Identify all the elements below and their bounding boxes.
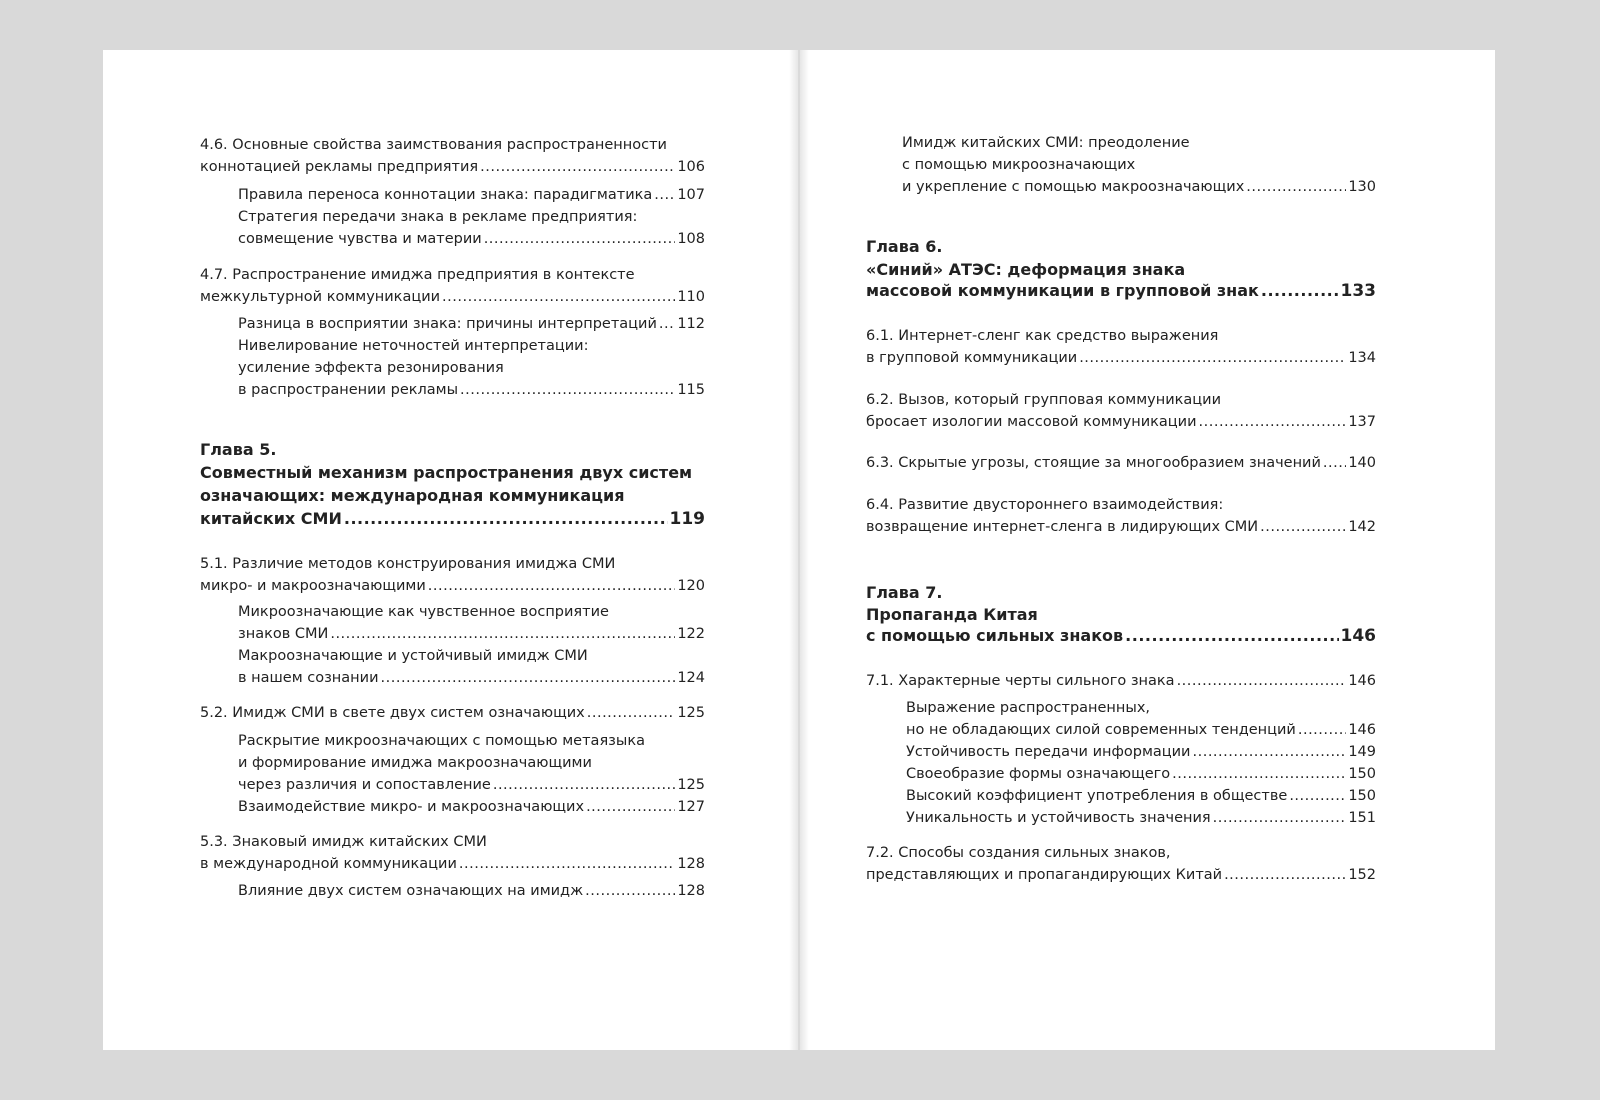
toc-entry-5-3-b-line1: Имидж китайских СМИ: преодоление	[902, 135, 1190, 151]
toc-entry-7-1-d: Высокий коэффициент употребления в обществе ..... 150	[906, 785, 1376, 807]
page-number: 146	[1348, 673, 1376, 689]
toc-entry-7-2-line1: 7.2. Способы создания сильных знаков,	[866, 845, 1171, 861]
toc-entry-5-1-line1: 5.1. Различие методов конструирования имиджа СМИ	[200, 556, 616, 572]
toc-entry-6-2: бросает изологии массовой коммуникации ..... 137	[866, 411, 1376, 433]
page-number: 149	[1348, 744, 1376, 760]
page-number: 125	[677, 705, 705, 721]
toc-entry-6-4-line1: 6.4. Развитие двустороннего взаимодействия:	[866, 497, 1224, 513]
toc-entry-6-1: в групповой коммуникации ..... 134	[866, 347, 1376, 369]
page-number: 120	[677, 578, 705, 594]
page-number: 146	[1348, 722, 1376, 738]
chapter-5-title-line2: означающих: международная коммуникация	[200, 486, 625, 505]
toc-entry-4-7-b-line1: Нивелирование неточностей интерпретации:	[238, 338, 589, 354]
toc-entry-7-1-a-line1: Выражение распространенных,	[906, 700, 1151, 716]
toc-entry-7-2: представляющих и пропагандирующих Китай ..... 152	[866, 864, 1376, 886]
chapter-7-entry: с помощью сильных знаков ..... 146	[866, 624, 1376, 648]
toc-entry-5-1-b-line1: Макроозначающие и устойчивый имидж СМИ	[238, 648, 588, 664]
right-page	[809, 50, 1495, 1050]
toc-entry-5-2-a-line1: Раскрытие микроозначающих с помощью метаязыка	[238, 733, 645, 749]
chapter-7-label: Глава 7.	[866, 583, 943, 602]
page-number: 115	[677, 382, 705, 398]
toc-entry-5-2: 5.2. Имидж СМИ в свете двух систем означающих ..... 125	[200, 702, 705, 724]
page-number: 134	[1348, 350, 1376, 366]
toc-entry-7-1: 7.1. Характерные черты сильного знака ..... 146	[866, 670, 1376, 692]
page-number: 142	[1348, 519, 1376, 535]
chapter-6-entry: массовой коммуникации в групповой знак ..... 133	[866, 279, 1376, 303]
page-number: 146	[1340, 626, 1376, 646]
chapter-6-label: Глава 6.	[866, 237, 943, 256]
book-gutter	[789, 50, 809, 1050]
chapter-6-title-line1: «Синий» АТЭС: деформация знака	[866, 260, 1186, 279]
page-number: 108	[677, 231, 705, 247]
toc-entry-6-3: 6.3. Скрытые угрозы, стоящие за многообразием значений ..... 140	[866, 452, 1376, 474]
toc-entry-4-6-line1: 4.6. Основные свойства заимствования распространенности	[200, 137, 667, 153]
chapter-5-entry: китайских СМИ ..... 119	[200, 507, 705, 531]
page-number: 152	[1348, 867, 1376, 883]
toc-entry-7-1-e: Уникальность и устойчивость значения ..... 151	[906, 807, 1376, 829]
page-number: 128	[677, 856, 705, 872]
page-number: 130	[1348, 179, 1376, 195]
toc-entry-6-4: возвращение интернет-сленга в лидирующих СМИ ..... 142	[866, 516, 1376, 538]
page-number: 150	[1348, 766, 1376, 782]
toc-entry-5-1: микро- и макроозначающими ..... 120	[200, 575, 705, 597]
toc-entry-5-1-b: в нашем сознании ..... 124	[238, 667, 705, 689]
toc-entry-5-2-a-line2: и формирование имиджа макроозначающими	[238, 755, 592, 771]
toc-entry-5-2-a: через различия и сопоставление ..... 125	[238, 774, 705, 796]
page-number: 122	[677, 626, 705, 642]
toc-entry-4-6: коннотацией рекламы предприятия ..... 106	[200, 156, 705, 178]
page-number: 140	[1348, 455, 1376, 471]
page-number: 128	[677, 883, 705, 899]
page-number: 150	[1348, 788, 1376, 804]
page-number: 125	[677, 777, 705, 793]
toc-entry-7-1-b: Устойчивость передачи информации ..... 149	[906, 741, 1376, 763]
toc-entry-4-6-b: совмещение чувства и материи ..... 108	[238, 228, 705, 250]
toc-entry-4-7-b-line2: усиление эффекта резонирования	[238, 360, 504, 376]
toc-entry-5-3: в международной коммуникации ..... 128	[200, 853, 705, 875]
page-number: 137	[1348, 414, 1376, 430]
toc-entry-4-7-a: Разница в восприятии знака: причины интерпретаций ..... 112	[238, 313, 705, 335]
chapter-5-label: Глава 5.	[200, 440, 277, 459]
page-number: 124	[677, 670, 705, 686]
page-number: 112	[677, 316, 705, 332]
left-page	[103, 50, 789, 1050]
toc-entry-7-1-a: но не обладающих силой современных тенденций ..... 146	[906, 719, 1376, 741]
toc-left	[103, 50, 789, 1050]
page-number: 106	[677, 159, 705, 175]
page-number: 151	[1348, 810, 1376, 826]
toc-entry-4-6-b-line1: Стратегия передачи знака в рекламе предприятия:	[238, 209, 638, 225]
toc-entry-5-3-line1: 5.3. Знаковый имидж китайских СМИ	[200, 834, 487, 850]
page-number: 107	[677, 187, 705, 203]
chapter-5-title-line1: Совместный механизм распространения двух систем	[200, 463, 693, 482]
toc-entry-4-7-line1: 4.7. Распространение имиджа предприятия в контексте	[200, 267, 635, 283]
toc-entry-4-7-b: в распространении рекламы ..... 115	[238, 379, 705, 401]
page-number: 127	[677, 799, 705, 815]
toc-entry-4-6-a: Правила переноса коннотации знака: парадигматика ..... 107	[238, 184, 705, 206]
toc-entry-5-1-a-line1: Микроозначающие как чувственное восприятие	[238, 604, 609, 620]
toc-right	[809, 50, 1495, 1050]
page-number: 110	[677, 289, 705, 305]
book-spread	[103, 50, 1495, 1050]
toc-entry-5-3-a: Влияние двух систем означающих на имидж ..... 128	[238, 880, 705, 902]
chapter-7-title-line1: Пропаганда Китая	[866, 605, 1038, 624]
page-number: 119	[669, 509, 705, 529]
toc-entry-6-1-line1: 6.1. Интернет-сленг как средство выражения	[866, 328, 1219, 344]
toc-entry-5-3-b-line2: с помощью микроозначающих	[902, 157, 1136, 173]
toc-entry-6-2-line1: 6.2. Вызов, который групповая коммуникации	[866, 392, 1222, 408]
toc-entry-5-1-a: знаков СМИ ..... 122	[238, 623, 705, 645]
toc-entry-4-7: межкультурной коммуникации ..... 110	[200, 286, 705, 308]
toc-entry-5-3-b: и укрепление с помощью макроозначающих ..... 130	[902, 176, 1376, 198]
toc-entry-5-2-b: Взаимодействие микро- и макроозначающих ..... 127	[238, 796, 705, 818]
page-number: 133	[1340, 281, 1376, 301]
toc-entry-7-1-c: Своеобразие формы означающего ..... 150	[906, 763, 1376, 785]
